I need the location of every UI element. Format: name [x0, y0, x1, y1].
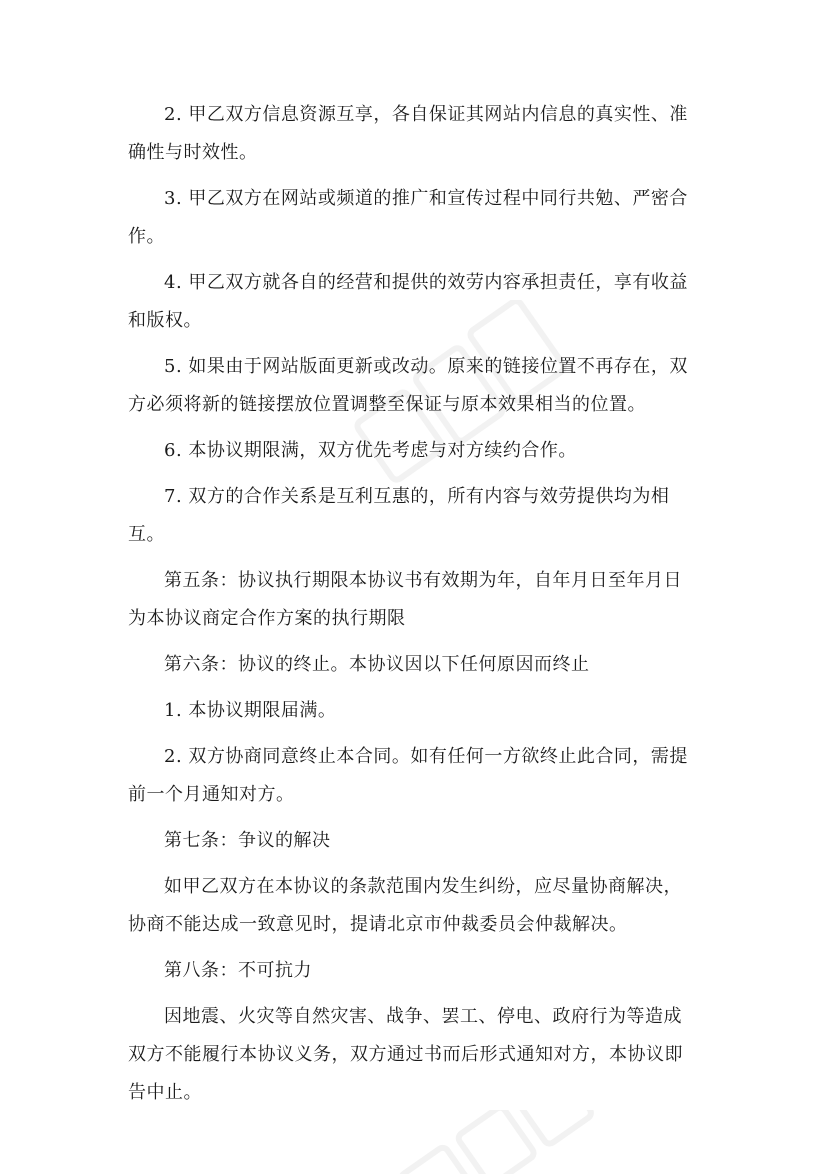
clause-paragraph: 5. 如果由于网站版面更新或改动。原来的链接位置不再存在，双方必须将新的链接摆放位置调整至保证与原本效果相当的位置。 [128, 356, 688, 415]
article-heading: 第八条：不可抗力 [164, 960, 312, 981]
clause-paragraph: 如甲乙双方在本协议的条款范围内发生纠纷，应尽量协商解决，协商不能达成一致意见时，提请北京市仲裁委员会仲裁解决。 [128, 876, 682, 935]
clause-paragraph: 2. 甲乙双方信息资源互享，各自保证其网站内信息的真实性、准确性与时效性。 [128, 104, 688, 163]
document-body [128, 96, 698, 1120]
clause-paragraph: 1. 本协议期限届满。 [164, 700, 337, 721]
clause-paragraph: 2. 双方协商同意终止本合同。如有任何一方欲终止此合同，需提前一个月通知对方。 [128, 746, 688, 805]
article-heading: 第五条：协议执行期限本协议书有效期为年，自年月日至年月日为本协议商定合作方案的执行期限 [128, 570, 682, 629]
clause-paragraph: 3. 甲乙双方在网站或频道的推广和宣传过程中同行共勉、严密合作。 [128, 188, 688, 247]
clause-paragraph: 4. 甲乙双方就各自的经营和提供的效劳内容承担责任，享有收益和版权。 [128, 272, 688, 331]
clause-paragraph: 6. 本协议期限满，双方优先考虑与对方续约合作。 [164, 440, 577, 461]
clause-paragraph: 因地震、火灾等自然灾害、战争、罢工、停电、政府行为等造成双方不能履行本协议义务，双方通过书而后形式通知对方，本协议即告中止。 [128, 1006, 683, 1103]
clause-paragraph: 7. 双方的合作关系是互利互惠的，所有内容与效劳提供均为相互。 [128, 486, 670, 545]
article-heading: 第六条：协议的终止。本协议因以下任何原因而终止 [164, 654, 590, 675]
article-heading: 第七条：争议的解决 [164, 830, 331, 851]
